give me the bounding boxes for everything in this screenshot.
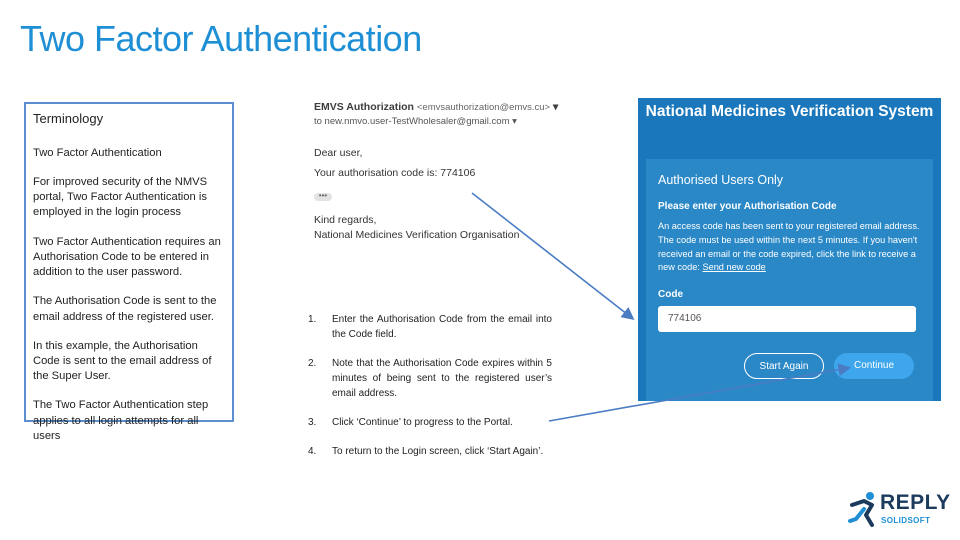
continue-button[interactable]: Continue [834, 353, 914, 379]
step-number: 2. [308, 358, 317, 369]
terminology-paragraph: In this example, the Authorisation Code is sent to the email address of the Super User. [33, 339, 212, 383]
reply-logo [848, 491, 951, 531]
code-label: Code [658, 289, 683, 301]
step-text: Enter the Authorisation Code from the email into the Code field. [332, 314, 552, 340]
terminology-paragraph: The Two Factor Authentication step applies to all login attempts for all users [33, 399, 209, 442]
email-code-line: Your authorisation code is: 774106 [314, 167, 476, 179]
email-signature: National Medicines Verification Organisation [314, 228, 520, 241]
runner-icon [848, 491, 878, 529]
terminology-paragraph: For improved security of the NMVS portal, Two Factor Authentication is employed in the login process [33, 175, 208, 219]
logo-subtext: SOLIDSOFT [881, 516, 931, 525]
send-new-code-link[interactable]: Send new code [702, 262, 766, 273]
code-input[interactable]: 774106 [658, 306, 916, 332]
more-dots-icon[interactable]: ••• [314, 193, 332, 201]
authorised-users-label: Authorised Users Only [658, 173, 784, 187]
email-recipient-text: to new.nmvo.user-TestWholesaler@gmail.com [314, 116, 510, 127]
start-again-button[interactable]: Start Again [744, 353, 824, 379]
email-regards-text: Kind regards, [314, 214, 377, 226]
step-text: Click ‘Continue’ to progress to the Portal. [332, 417, 513, 428]
step-text: To return to the Login screen, click ‘Start Again’. [332, 446, 544, 457]
step-number: 1. [308, 314, 317, 325]
terminology-paragraph: The Authorisation Code is sent to the email address of the registered user. [33, 295, 217, 323]
arrow-to-continue [549, 368, 848, 421]
slide-title: Two Factor Authentication [20, 18, 422, 59]
step-text: Note that the Authorisation Code expires within 5 minutes of being sent to the registered user’s email address. [332, 358, 552, 399]
step-number: 4. [308, 446, 317, 457]
email-sender-address: <emvsauthorization@emvs.cu> [416, 102, 551, 113]
terminology-paragraph: Two Factor Authentication requires an Authorisation Code to be entered in addition to the user password. [33, 235, 221, 279]
step-number: 3. [308, 417, 317, 428]
email-sender-name: EMVS Authorization [314, 101, 414, 113]
arrow-to-code-field [472, 193, 632, 318]
logo-wordmark: REPLY [880, 491, 951, 514]
terminology-subheading: Two Factor Authentication [33, 146, 162, 159]
email-sender: EMVS Authorization <emvsauthorization@emvs.cu> ▾ [314, 101, 559, 113]
code-message-text: An access code has been sent to your registered email address. The code must be used within the next 5 minutes. If you haven't received an email or the code expired, click the link to receive a new code: [658, 221, 920, 273]
enter-code-prompt: Please enter your Authorisation Code [658, 201, 837, 212]
terminology-heading: Terminology [33, 111, 104, 126]
portal-header: National Medicines Verification System [645, 103, 934, 120]
chevron-down-icon[interactable]: ▾ [512, 116, 517, 127]
email-greeting: Dear user, [314, 147, 363, 159]
